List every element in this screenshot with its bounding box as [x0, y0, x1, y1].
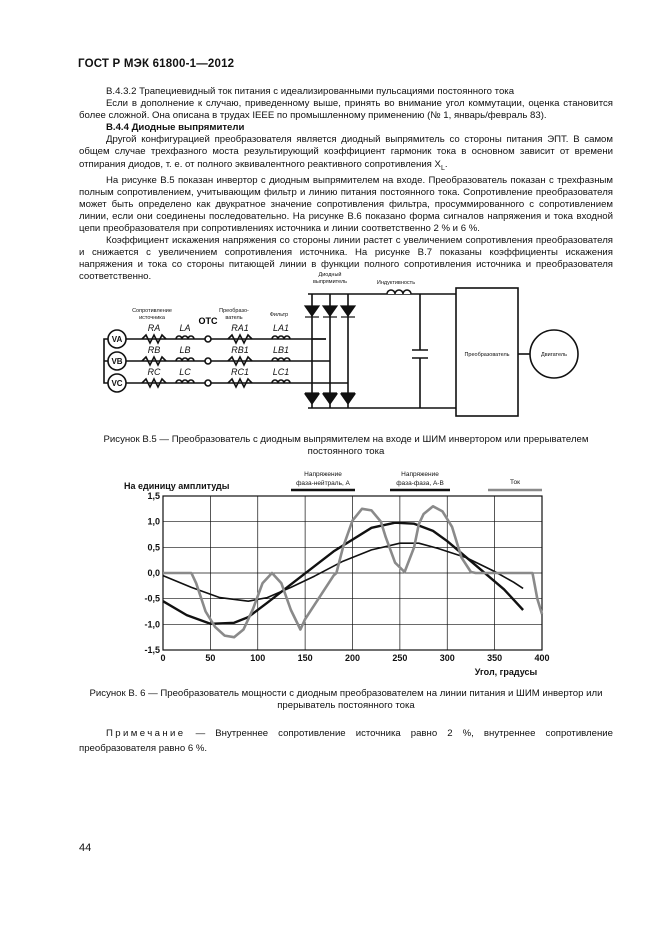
paragraph-b432: В.4.3.2 Трапециевидный ток питания с идеализированными пульсациями постоянного тока — [106, 86, 515, 97]
label-source-impedance-2: источника — [139, 315, 165, 321]
label-ra1: RA1 — [231, 323, 249, 333]
label-diode-rectifier-2: выпрямитель — [312, 279, 348, 285]
label-lc1: LC1 — [272, 367, 290, 377]
label-lc: LC — [179, 367, 191, 377]
body-text — [79, 86, 613, 283]
x-tick-label: 400 — [534, 653, 550, 663]
x-tick-label: 250 — [392, 653, 408, 663]
label-rb: RB — [147, 345, 161, 355]
label-rb1: RB1 — [231, 345, 249, 355]
label-source-impedance-1: Сопротивление — [132, 308, 172, 314]
label-rc1: RC1 — [230, 367, 250, 377]
legend-label-1: Напряжение — [401, 471, 439, 478]
y-tick-label: 0,5 — [147, 542, 160, 553]
x-axis-label: Угол, градусы — [474, 667, 538, 677]
figure-b6-caption: Рисунок В. 6 — Преобразователь мощности с диодным преобразователем на линии питания и ШИМ инвертор или прерыватель постоянного тока — [89, 688, 603, 711]
label-diode-rectifier-1: Диодный — [318, 272, 342, 278]
page-number: 44 — [79, 842, 92, 854]
x-tick-label: 350 — [487, 653, 503, 663]
x-tick-label: 300 — [439, 653, 455, 663]
x-tick-label: 0 — [160, 653, 166, 663]
label-converter-impedance-1: Преобразо- — [219, 308, 249, 314]
source-label-vc: VC — [111, 379, 123, 388]
label-la1: LA1 — [272, 323, 290, 333]
label-inductance: Индуктивность — [376, 280, 416, 286]
paragraph-diode-rectifiers: Другой конфигурацией преобразователя является диодный выпрямитель со стороны питания ЭПТ. В самом общем случае трехфазного моста результирующий коэффициент гармоник тока в основном зависит от времени отпирания диодов, т. е. от полного эквивалентного реактивного сопротивления $X_L$. — [79, 134, 613, 172]
x-tick-label: 50 — [205, 653, 216, 663]
legend-label-0: Напряжение — [304, 471, 342, 478]
legend-label-2: Ток — [510, 479, 520, 486]
figure-b5-circuit — [100, 272, 620, 424]
legend-label-1-line2: фаза-фаза, А-В — [396, 480, 444, 487]
label-lb1: LB1 — [272, 345, 290, 355]
section-heading-b44: В.4.4 Диодные выпрямители — [106, 122, 245, 134]
label-converter-impedance-2: ватель — [225, 315, 243, 321]
y-tick-label: -0,5 — [144, 593, 160, 604]
label-otc: ОТС — [198, 316, 218, 326]
label-la: LA — [179, 323, 191, 333]
paragraph-distortion: Коэффициент искажения напряжения со стороны линии растет с увеличением сопротивления преобразователя и снижается с увеличением сопротивления источника. На рисунке В.7 показаны коэффициенты искажения напряжения и тока со стороны питающей линии в функции полного сопротивления источника и преобразователя соответственно. — [79, 235, 613, 283]
legend-label-0-line2: фаза-нейтраль, А — [296, 480, 350, 487]
y-tick-label: -1,5 — [144, 645, 160, 655]
y-axis-label: На единицу амплитуды — [124, 481, 230, 491]
note-prefix: Примечание — [106, 728, 186, 739]
document-header: ГОСТ Р МЭК 61800-1—2012 — [78, 58, 235, 70]
label-rc: RC — [147, 367, 161, 377]
y-tick-label: 1,0 — [147, 516, 160, 527]
label-converter: Преобразователь — [464, 352, 510, 358]
note — [79, 726, 613, 756]
figure-b6-chart — [110, 470, 560, 678]
y-tick-label: 0,0 — [147, 568, 160, 578]
label-motor: Двигатель — [541, 352, 567, 358]
x-tick-label: 100 — [250, 653, 266, 663]
paragraph-commutation: Если в дополнение к случаю, приведенному выше, принять во внимание угол коммутации, оценка становится более сложной. Она описана в трудах IEEE по промышленному применению (№ 1, январь/февраль 83). — [79, 98, 613, 122]
note-text: — Внутреннее сопротивление источника равно 2 %, внутреннее сопротивление преобразователя равно 6 %. — [79, 728, 613, 754]
x-tick-label: 150 — [297, 653, 313, 663]
y-tick-label: 1,5 — [147, 491, 160, 501]
source-label-va: VA — [111, 335, 123, 344]
x-tick-label: 200 — [344, 653, 361, 663]
figure-b5-caption: Рисунок В.5 — Преобразователь с диодным выпрямителем на входе и ШИМ инвертором или прерывателем постоянного тока — [103, 434, 589, 457]
label-filter: Фильтр — [269, 312, 289, 318]
paragraph-figure-b5-ref: На рисунке В.5 показан инвертор с диодным выпрямителем на входе. Преобразователь показан с трехфазным полным сопротивлением, учитывающим фильтр и линию питания постоянного тока. Сопротивление преобразователя может быть определено как двукратное значение сопротивления фильтра, просуммированного с сопротивлением линии, если они соединены последовательно. На рисунке В.6 показано форма сигналов напряжения и тока входной цепи преобразователя при сопротивлениях источника и линии соответственно 2 % и 6 %. — [79, 174, 613, 234]
source-label-vb: VB — [111, 357, 123, 366]
label-lb: LB — [179, 345, 191, 355]
label-ra: RA — [147, 323, 161, 333]
y-tick-label: -1,0 — [144, 619, 160, 630]
